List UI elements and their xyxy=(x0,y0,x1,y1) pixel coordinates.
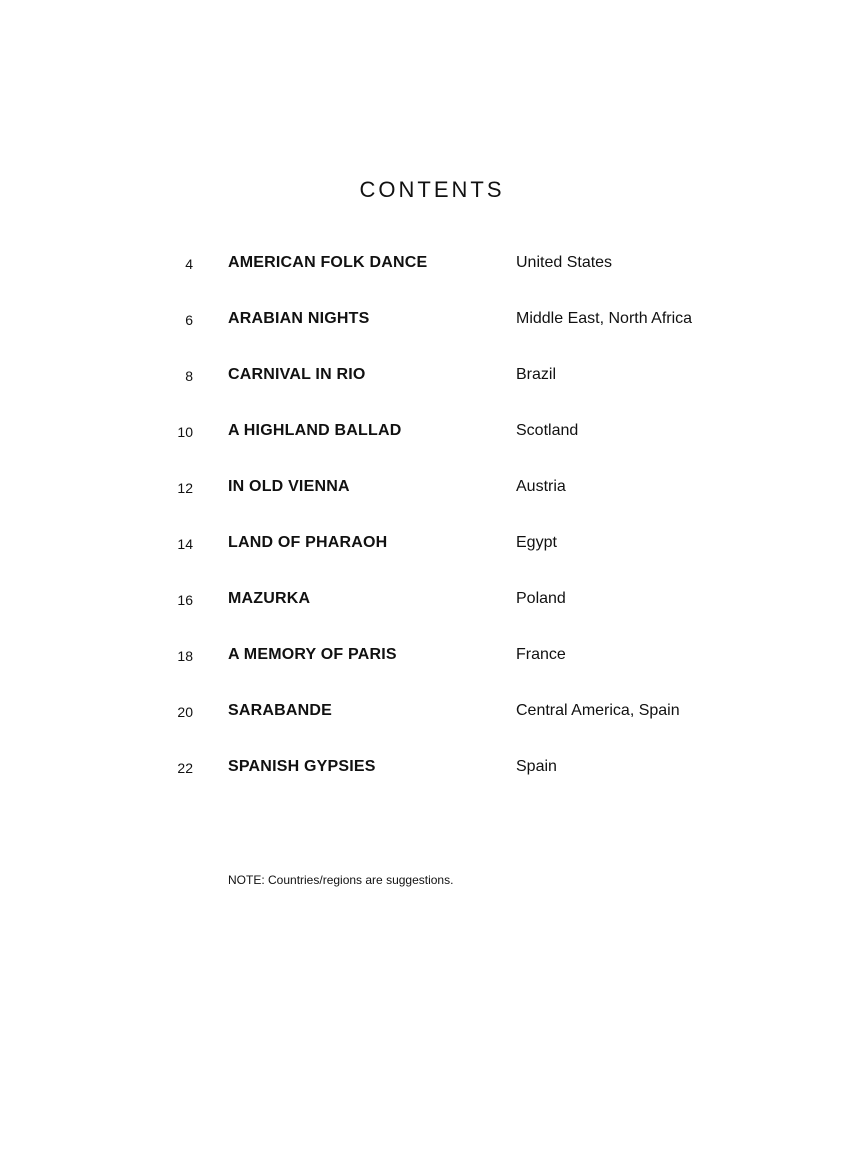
piece-title: SARABANDE xyxy=(228,702,333,719)
region-label: Scotland xyxy=(516,422,579,439)
piece-title: AMERICAN FOLK DANCE xyxy=(228,254,428,271)
piece-title: LAND OF PHARAOH xyxy=(228,534,388,551)
toc-entry xyxy=(0,644,864,700)
toc-entry xyxy=(0,756,864,812)
page-title: CONTENTS xyxy=(359,177,505,202)
piece-title: A MEMORY OF PARIS xyxy=(228,646,397,663)
toc-entry xyxy=(0,252,864,308)
toc-entry xyxy=(0,532,864,588)
region-label: Austria xyxy=(516,478,566,495)
region-label: Poland xyxy=(516,590,566,607)
region-label: Brazil xyxy=(516,366,557,383)
toc-entry xyxy=(0,420,864,476)
piece-title: SPANISH GYPSIES xyxy=(228,758,376,775)
page-number: 16 xyxy=(177,592,193,608)
page-number: 22 xyxy=(177,760,193,776)
piece-title: ARABIAN NIGHTS xyxy=(228,310,370,327)
region-label: Middle East, North Africa xyxy=(516,310,693,327)
page-number: 10 xyxy=(177,424,193,440)
toc-entry xyxy=(0,476,864,532)
region-label: United States xyxy=(516,254,613,271)
toc-entry xyxy=(0,700,864,756)
piece-title: MAZURKA xyxy=(228,590,311,607)
region-label: Egypt xyxy=(516,534,557,551)
toc-entry xyxy=(0,308,864,364)
page-number: 8 xyxy=(185,368,193,384)
page-number: 12 xyxy=(177,480,193,496)
page-number: 14 xyxy=(177,536,193,552)
region-label: Spain xyxy=(516,758,557,775)
page-number: 18 xyxy=(177,648,193,664)
toc-entry xyxy=(0,588,864,644)
table-of-contents xyxy=(0,252,864,812)
piece-title: IN OLD VIENNA xyxy=(228,478,350,495)
page-number: 6 xyxy=(185,312,193,328)
piece-title: A HIGHLAND BALLAD xyxy=(228,422,402,439)
region-label: France xyxy=(516,646,566,663)
footnote: NOTE: Countries/regions are suggestions. xyxy=(228,873,454,887)
toc-entry xyxy=(0,364,864,420)
page-number: 4 xyxy=(185,256,193,272)
page-number: 20 xyxy=(177,704,193,720)
piece-title: CARNIVAL IN RIO xyxy=(228,366,366,383)
region-label: Central America, Spain xyxy=(516,702,680,719)
